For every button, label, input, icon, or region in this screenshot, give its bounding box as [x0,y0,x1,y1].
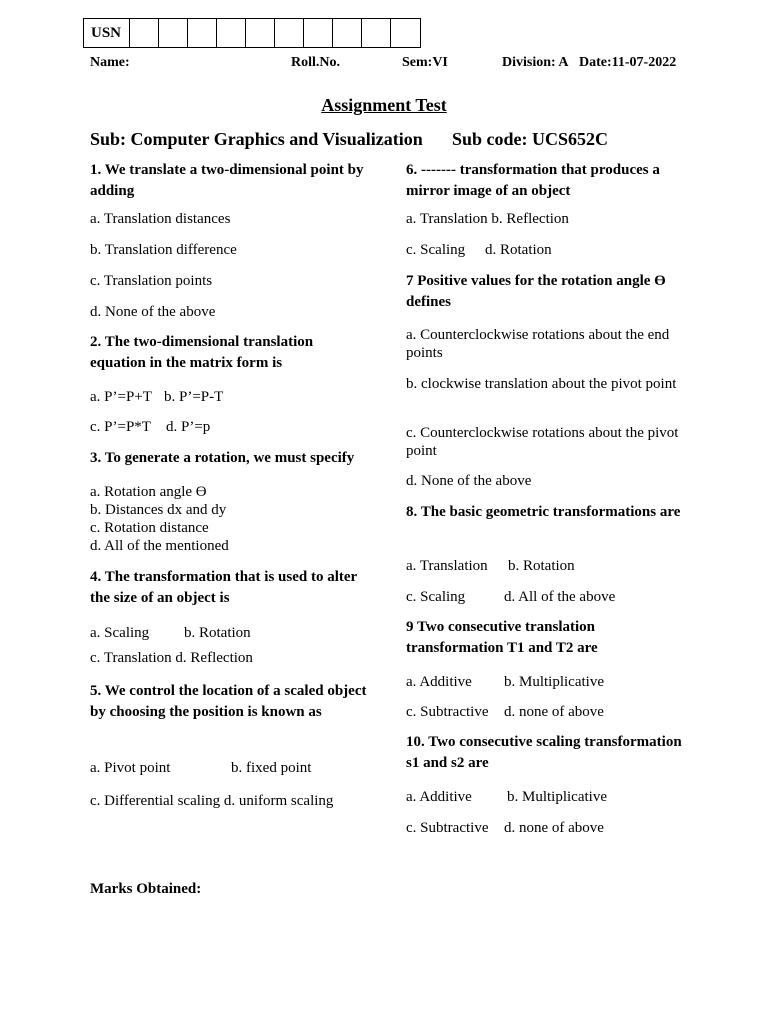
q4-option-cd: c. Translation d. Reflection [90,650,253,666]
usn-cell[interactable] [130,19,159,47]
q4-option-b: b. Rotation [184,625,251,641]
subject-name: Sub: Computer Graphics and Visualization [90,129,423,149]
q2-option-d: d. P’=p [166,419,211,435]
q6-option-d: d. Rotation [485,242,552,258]
q1-option-a: a. Translation distances [90,211,231,227]
q3-option-a: a. Rotation angle ϴ [90,484,207,500]
q10-option-a: a. Additive [406,789,472,805]
q2-option-a: a. P’=P+T [90,389,152,405]
question-6: 6. ------- transformation that produces a mirror image of an object [406,162,660,199]
name-label: Name: [90,55,130,70]
q4-option-a: a. Scaling [90,625,150,641]
question-10: 10. Two consecutive scaling transformation s1 and s2 are [406,734,682,771]
roll-label: Roll.No. [291,55,340,70]
q10-option-d: d. none of above [504,820,604,836]
q9-option-b: b. Multiplicative [504,674,604,690]
q8-option-d: d. All of the above [504,589,616,605]
q1-option-b: b. Translation difference [90,242,237,258]
q8-option-a: a. Translation [406,558,488,574]
question-1: 1. We translate a two-dimensional point by adding [90,162,364,199]
division-label: Division: A [502,55,569,70]
q7-option-b: b. clockwise translation about the pivot point [406,376,677,392]
usn-cell[interactable] [246,19,275,47]
usn-cell[interactable] [304,19,333,47]
q2-option-b: b. P’=P-T [164,389,224,405]
sem-label: Sem:VI [402,55,448,70]
q9-option-d: d. none of above [504,704,604,720]
question-8: 8. The basic geometric transformations are [406,504,681,520]
page-title: Assignment Test [321,95,447,115]
q8-option-c: c. Scaling [406,589,466,605]
usn-cell[interactable] [217,19,246,47]
usn-cell[interactable] [391,19,420,47]
q9-option-c: c. Subtractive [406,704,489,720]
usn-cell[interactable] [275,19,304,47]
question-2: 2. The two-dimensional translation equation in the matrix form is [90,334,314,371]
q10-option-c: c. Subtractive [406,820,489,836]
q10-option-b: b. Multiplicative [507,789,607,805]
usn-cell[interactable] [333,19,362,47]
question-7: 7 Positive values for the rotation angle ϴ defines [406,273,666,310]
question-9: 9 Two consecutive translation transformation T1 and T2 are [406,619,598,656]
q8-option-b: b. Rotation [508,558,575,574]
usn-cell[interactable] [159,19,188,47]
q1-option-c: c. Translation points [90,273,213,289]
q5-option-b: b. fixed point [231,760,312,776]
q3-option-d: d. All of the mentioned [90,538,229,554]
q5-option-a: a. Pivot point [90,760,171,776]
q6-option-c: c. Scaling [406,242,466,258]
question-5: 5. We control the location of a scaled object by choosing the position is known as [90,683,367,720]
date-label: Date:11-07-2022 [579,55,677,70]
usn-cell[interactable] [188,19,217,47]
marks-obtained-label: Marks Obtained: [90,881,202,897]
q7-option-a: a. Counterclockwise rotations about the end points [406,327,670,361]
q1-option-d: d. None of the above [90,304,216,320]
question-3: 3. To generate a rotation, we must specify [90,450,355,466]
q3-option-b: b. Distances dx and dy [90,502,227,518]
q6-option-ab: a. Translation b. Reflection [406,211,569,227]
usn-box [83,18,421,48]
q7-option-d: d. None of the above [406,473,532,489]
q2-option-c: c. P’=P*T [90,419,151,435]
q5-option-cd: c. Differential scaling d. uniform scaling [90,793,334,809]
usn-cell[interactable] [362,19,391,47]
subject-code: Sub code: UCS652C [452,129,609,149]
q9-option-a: a. Additive [406,674,472,690]
q7-option-c: c. Counterclockwise rotations about the pivot point [406,425,679,459]
usn-label: USN [84,19,130,47]
q3-option-c: c. Rotation distance [90,520,209,536]
question-4: 4. The transformation that is used to alter the size of an object is [90,569,357,606]
